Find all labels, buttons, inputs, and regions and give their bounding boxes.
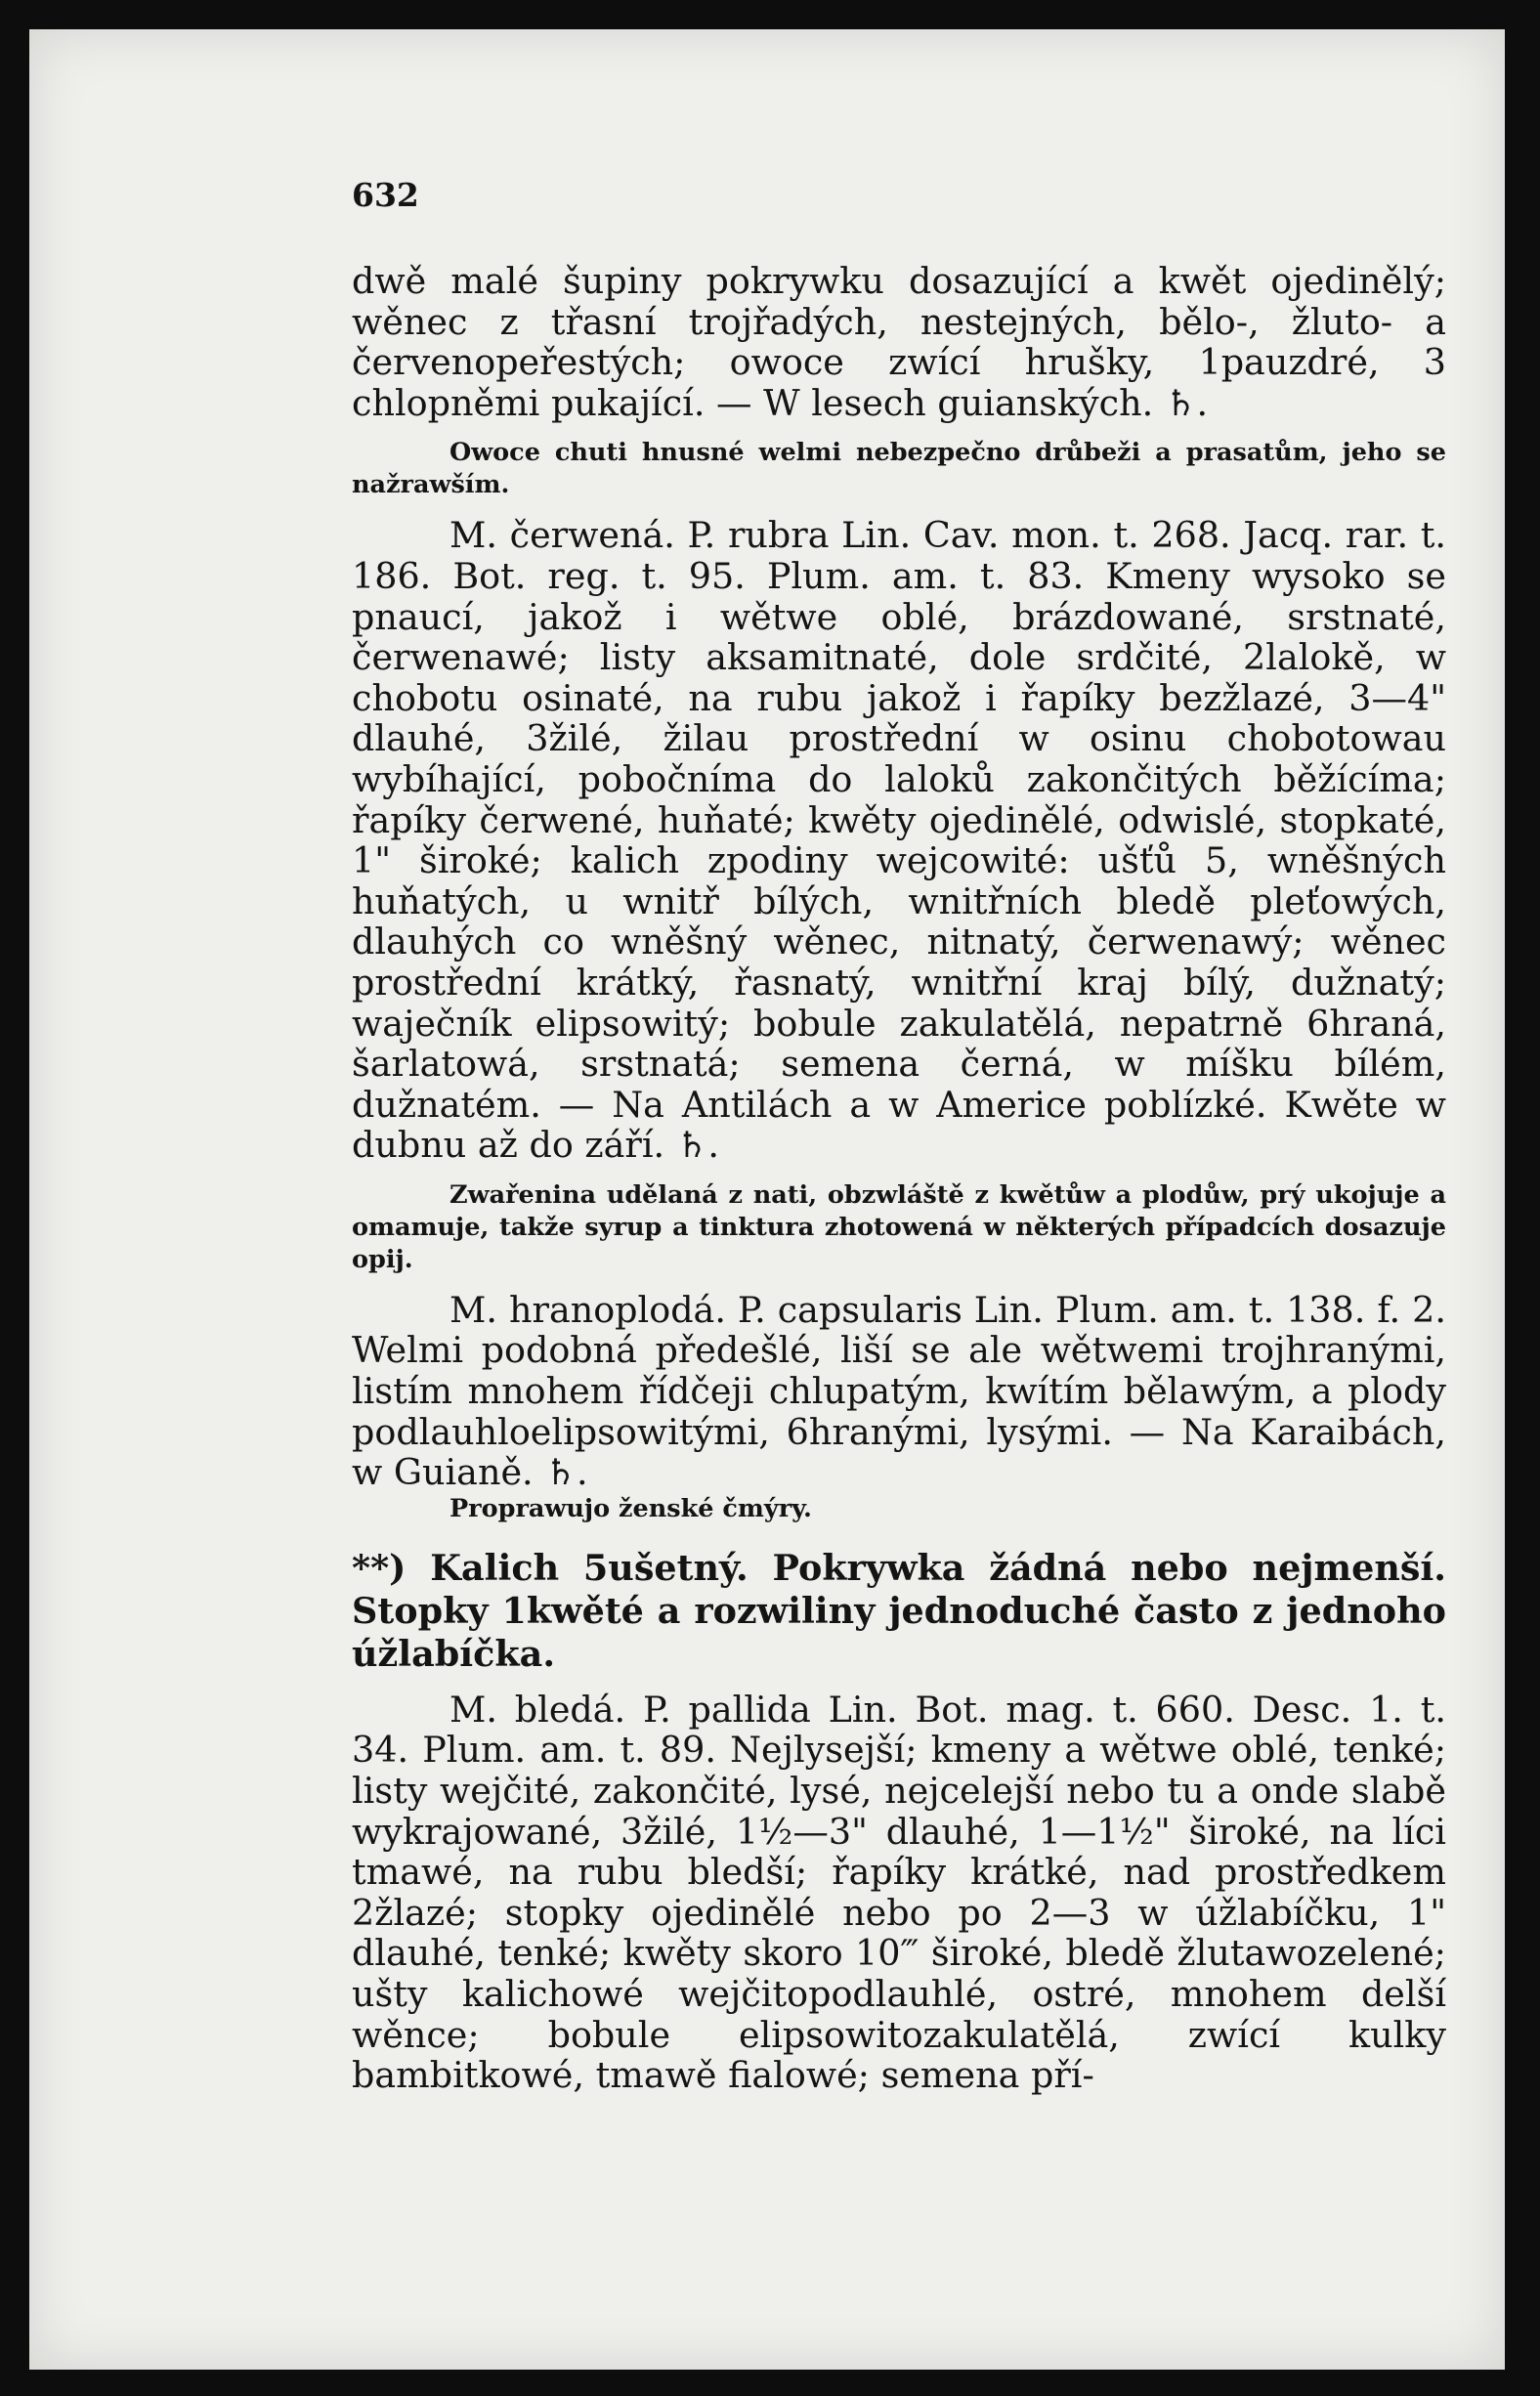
paragraph-m-cerwena: M. čerwená. P. rubra Lin. Cav. mon. t. 268. Jacq. rar. t. 186. Bot. reg. t. 95. Plum. am. t. 83. Kmeny wysoko se pnaucí, jakož i wětwe oblé, brázdowané, srstnaté, čerwenawé; listy aksamitnaté, dole srdčité, 2lalokě, w chobotu osinaté, na rubu jakož i řapíky bezžlazé, 3—4" dlauhé, 3žilé, žilau prostřední w osinu chobotowau wybíhající, pobočníma do laloků zakončitých běžícíma; řapíky čerwené, huňaté; kwěty ojedinělé, odwislé, stopkaté, 1" široké; kalich zpodiny wejcowité: ušťů 5, wněšných huňatých, u wnitř bílých, wnitřních bledě pleťowých, dlauhých co wněšný wěnec, nitnatý, čerwenawý; wěnec prostřední krátký, řasnatý, wnitřní kraj bílý, dužnatý; waječník elipsowitý; bobule zakulatělá, nepatrně 6hraná, šarlatowá, srstnatá; semena černá, w míšku bílém, dužnatém. — Na Antilách a w Americe poblízké. Kwěte w dubnu až do září. ♄. [352,514,1446,1167]
paragraph-intro: dwě malé šupiny pokrywku dosazující a kwět ojedinělý; wěnec z třasní trojřadých, nestejných, bělo-, žluto- a červenopeřestých; owoce zwící hrušky, 1pauzdré, 3 chlopněmi pukající. — W lesech guianských. ♄. [352,260,1446,424]
page-number: 632 [352,176,419,214]
section-heading: **) Kalich 5ušetný. Pokrywka žádná nebo nejmenší. Stopky 1kwěté a rozwiliny jednoduché často z jednoho úžlabíčka. [352,1546,1446,1675]
book-page [29,29,1505,2370]
paragraph-m-bleda: M. bledá. P. pallida Lin. Bot. mag. t. 660. Desc. 1. t. 34. Plum. am. t. 89. Nejlysejší; kmeny a wětwe oblé, tenké; listy wejčité, zakončité, lysé, nejcelejší nebo tu a onde slabě wykrajowané, 3žilé, 1½—3" dlauhé, 1—1½" široké, na líci tmawé, na rubu bledší; řapíky krátké, nad prostředkem 2žlazé; stopky ojedinělé nebo po 2—3 w úžlabíčku, 1" dlauhé, tenké; kwěty skoro 10‴ široké, bledě žlutawozelené; ušty kalichowé wejčitopodlauhlé, ostré, mnohem delší wěnce; bobule elipsowitozakulatělá, zwící kulky bambitkowé, tmawě fialowé; semena pří- [352,1688,1446,2097]
note-usage: Proprawujo ženské čmýry. [449,1493,812,1523]
page-content [352,176,1446,2096]
note-decoction: Zwařenina udělaná z nati, obzwláště z kwětůw a plodůw, prý ukojuje a omamuje, takže syrup a tinktura zhotowená w některých případcích dosazuje opij. [352,1179,1446,1274]
note-fruit-taste: Owoce chuti hnusné welmi nebezpečno drůbeži a prasatům, jeho se nažrawším. [352,438,1446,500]
paragraph-m-hranoplodá: M. hranoplodá. P. capsularis Lin. Plum. am. t. 138. f. 2. Welmi podobná předešlé, liší se ale wětwemi trojhranými, listím mnohem řídčeji chlupatým, kwítím bělawým, a plody podlauhloelipsowitými, 6hranými, lysými. — Na Karaibách, w Guianě. ♄. [352,1288,1446,1494]
